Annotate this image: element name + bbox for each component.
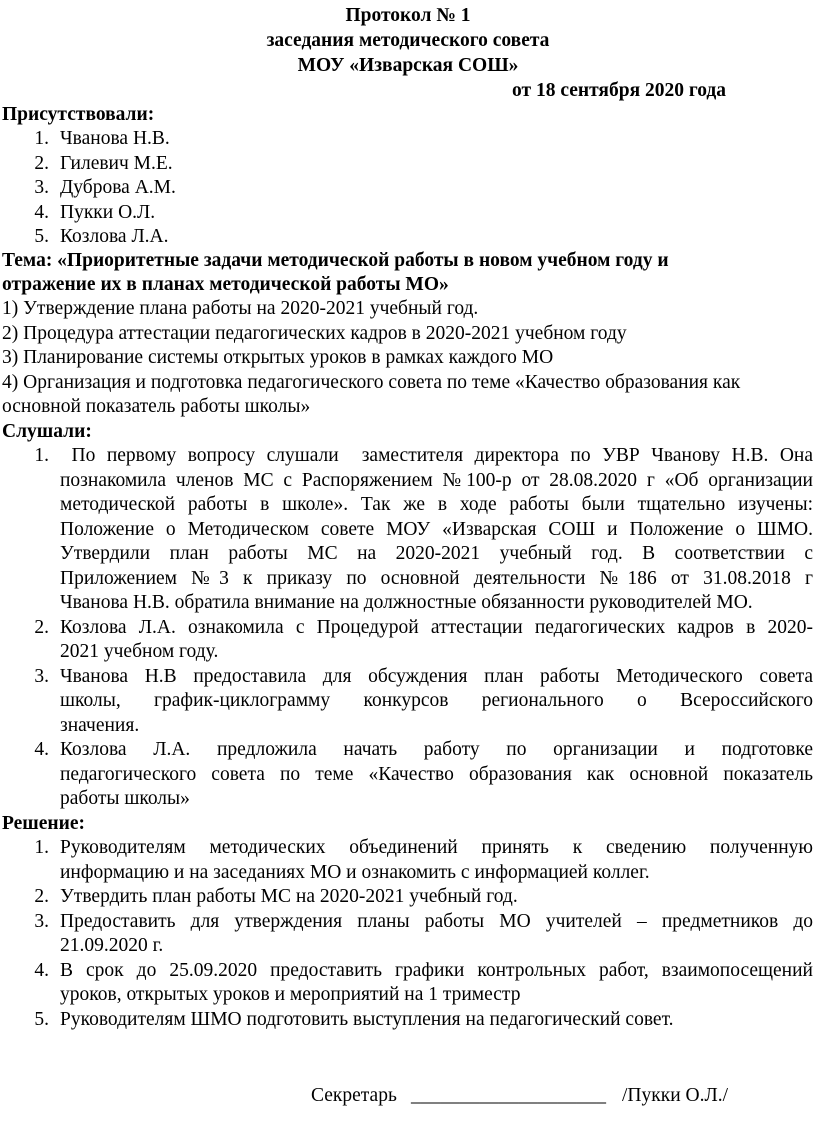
paragraph-line: Козлова Л.А. предложила начать работу по организации и подготовке: [60, 739, 813, 760]
list-item: Дуброва А.М.: [60, 177, 176, 198]
list-number: 4.: [34, 739, 49, 760]
list-item: Чванова Н.В.: [60, 128, 170, 149]
signature-line: ____________________: [411, 1085, 606, 1106]
paragraph-line: В срок до 25.09.2020 предоставить графики контрольных работ, взаимопосещений: [60, 960, 813, 981]
paragraph-line: Утвердили план работы МС на 2020-2021 учебный год. В соответствии с: [60, 543, 813, 564]
paragraph-line: Руководителям ШМО подготовить выступления на педагогический совет.: [60, 1009, 674, 1030]
list-number: 3.: [34, 911, 49, 932]
heard-heading: Слушали:: [2, 421, 92, 442]
topic-line: отражение их в планах методической работы МО»: [2, 274, 449, 295]
paragraph-line: Утвердить план работы МС на 2020-2021 учебный год.: [60, 886, 518, 907]
list-number: 3.: [34, 666, 49, 687]
present-heading: Присутствовали:: [2, 104, 155, 125]
list-number: 2.: [34, 886, 49, 907]
paragraph-line: 21.09.2020 г.: [60, 935, 164, 956]
paragraph-line: Чванова Н.В предоставила для обсуждения план работы Методического совета: [60, 666, 813, 687]
list-number: 1.: [34, 128, 49, 149]
agenda-item: 3) Планирование системы открытых уроков в рамках каждого МО: [2, 347, 554, 368]
list-number: 4.: [34, 202, 49, 223]
paragraph-line: Положение о Методическом совете МОУ «Изварская СОШ и Положение о ШМО.: [60, 519, 813, 540]
list-number: 5.: [34, 1009, 49, 1030]
meeting-subtitle: заседания методического совета: [266, 30, 550, 51]
agenda-item: основной показатель работы школы»: [2, 396, 311, 417]
list-item: Гилевич М.Е.: [60, 153, 173, 174]
paragraph-line: 2021 учебном году.: [60, 641, 219, 662]
list-item: Козлова Л.А.: [60, 226, 169, 247]
paragraph-line: Чванова Н.В. обратила внимание на должностные обязанности руководителей МО.: [60, 592, 753, 613]
agenda-item: 2) Процедура аттестации педагогических кадров в 2020-2021 учебном году: [2, 323, 627, 344]
school-name: МОУ «Изварская СОШ»: [297, 55, 519, 76]
list-number: 1.: [34, 837, 49, 858]
list-number: 2.: [34, 153, 49, 174]
paragraph-line: школы, график-циклограмму конкурсов регионального о Всероссийского: [60, 690, 813, 711]
paragraph-line: работы школы»: [60, 788, 190, 809]
paragraph-line: познакомила членов МС с Распоряжением №100-р от 28.08.2020 г «Об организации: [60, 470, 813, 491]
paragraph-line: Козлова Л.А. ознакомила с Процедурой аттестации педагогических кадров в 2020-: [60, 617, 813, 638]
agenda-item: 4) Организация и подготовка педагогического совета по теме «Качество образования как: [2, 372, 741, 393]
list-number: 1.: [34, 445, 49, 466]
list-number: 3.: [34, 177, 49, 198]
agenda-item: 1) Утверждение плана работы на 2020-2021 учебный год.: [2, 298, 479, 319]
list-number: 2.: [34, 617, 49, 638]
signature-label: Секретарь: [311, 1085, 397, 1106]
paragraph-line: значения.: [60, 715, 140, 736]
paragraph-line: методической работы в школе». Так же в ходе работы были тщательно изучены:: [60, 494, 813, 515]
signature-name: /Пукки О.Л./: [622, 1085, 728, 1106]
paragraph-line: По первому вопросу слушали заместителя директора по УВР Чванову Н.В. Она: [60, 445, 813, 466]
meeting-date: от 18 сентября 2020 года: [512, 80, 727, 101]
paragraph-line: уроков, открытых уроков и мероприятий на 1 триместр: [60, 984, 521, 1005]
paragraph-line: Руководителям методических объединений принять к сведению полученную: [60, 837, 813, 858]
paragraph-line: Приложением №3 к приказу по основной деятельности №186 от 31.08.2018 г: [60, 568, 813, 589]
protocol-title: Протокол № 1: [345, 5, 471, 26]
paragraph-line: Предоставить для утверждения планы работы МО учителей – предметников до: [60, 911, 813, 932]
paragraph-line: информацию и на заседаниях МО и ознакомить с информацией коллег.: [60, 862, 650, 883]
decision-heading: Решение:: [2, 813, 86, 834]
list-item: Пукки О.Л.: [60, 202, 156, 223]
paragraph-line: педагогического совета по теме «Качество образования как основной показатель: [60, 764, 813, 785]
list-number: 5.: [34, 226, 49, 247]
topic-line: Тема: «Приоритетные задачи методической работы в новом учебном году и: [2, 250, 669, 271]
list-number: 4.: [34, 960, 49, 981]
